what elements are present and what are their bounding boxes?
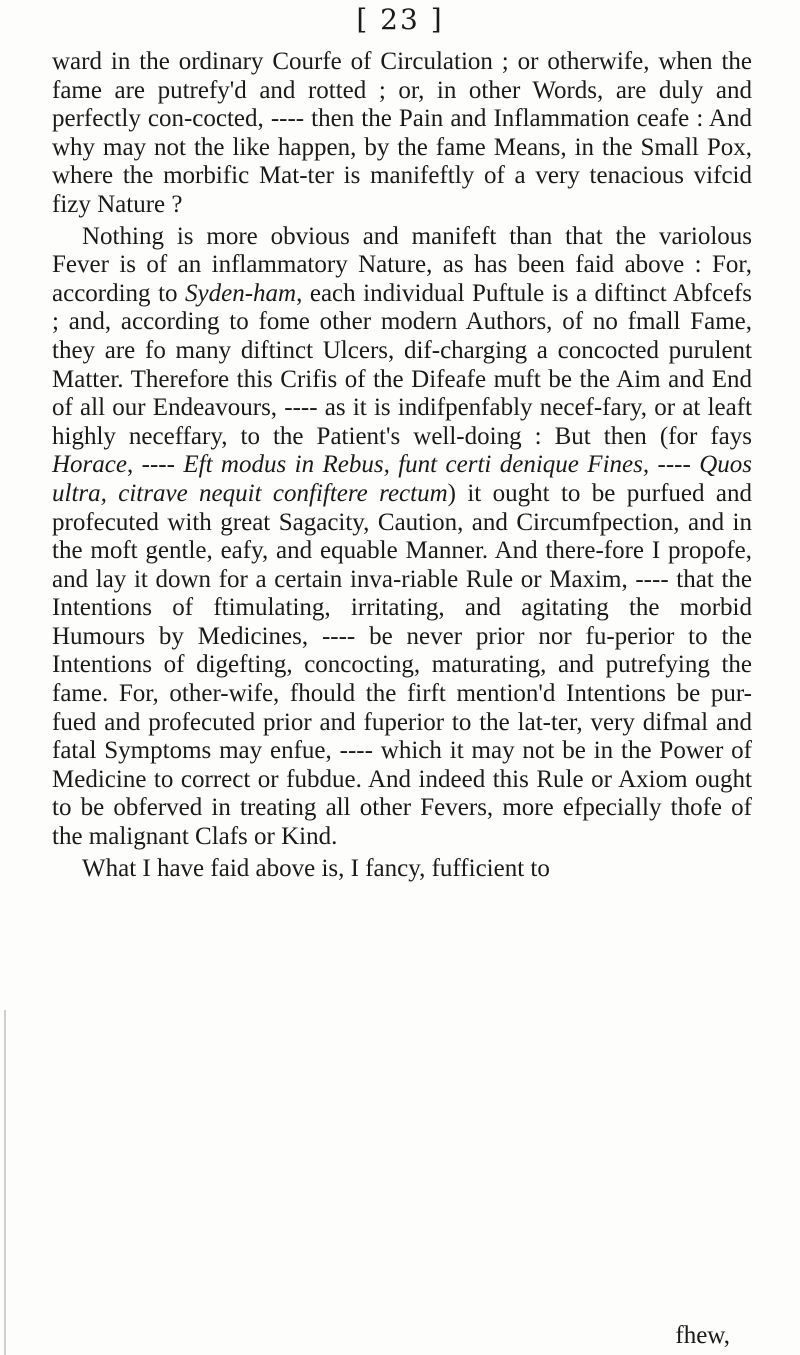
page-body	[52, 48, 752, 883]
paragraph-2-italic-author: Syden-ham	[185, 279, 297, 307]
paragraph-2-segment: ) it ought to be purfued and profecuted with great Sagacity, Caution, and Circumfpection, and in the moft gentle, eafy, and equable Manner. And there-fore I propofe, and lay it down for a certain inva-riable Rule or Maxim, ---- that the Intentions of ftimulating, irritating, and agitating the morbid Humours by Medicines, ---- be never prior nor fu-perior to the Intentions of digefting, concocting, maturating, and putrefying the fame. For, other-wife, fhould the firft mention'd Intentions be pur-fued and profecuted prior and fuperior to the lat-ter, very difmal and fatal Symptoms may enfue, ---- which it may not be in the Power of Medicine to correct or fubdue. And indeed this Rule or Axiom ought to be obferved in treating all other Fevers, more efpecially thofe of the malignant Clafs or Kind.	[52, 479, 752, 851]
paragraph-2-italic-author: Horace	[52, 451, 127, 479]
page-number: [ 23 ]	[356, 3, 444, 36]
paragraph-2	[52, 223, 752, 852]
paragraph-1: ward in the ordinary Courfe of Circulation ; or otherwife, when the fame are putrefy'd and rotted ; or, in other Words, are duly and perfectly con-cocted, ---- then the Pain and Inflammation ceafe : And why may not the like happen, by the fame Means, in the Small Pox, where the morbific Mat-ter is manifeftly of a very tenacious vifcid fizy Nature ?	[52, 48, 752, 218]
paragraph-2-segment: , each individual Puftule is a diftinct Abfcefs ; and, according to fome other modern Authors, of no fmall Fame, they are fo many diftinct Ulcers, dif-charging a concocted purulent Matter. Therefore this Crifis of the Difeafe muft be the Aim and End of all our Endeavours, ---- as it is indifpenfably necef-fary, or at leaft highly neceffary, to the Patient's well-doing : But then (for fays	[52, 279, 753, 450]
page-edge-rule	[4, 1010, 6, 1355]
catchword-line: fhew,	[675, 1322, 730, 1349]
paragraph-3: What I have faid above is, I fancy, fufficient to	[82, 854, 550, 882]
paragraph-2-segment: Nothing is more obvious and manifeft than that the variolous Fever is of an inflammatory Nature, as has been faid above : For, according to	[52, 222, 752, 307]
paragraph-2-segment: , ----	[126, 451, 184, 479]
paragraph-2-latin-quote: Eft modus in Rebus, funt certi denique Fines, ---- Quos ultra, citrave nequit confiftere rectum	[52, 451, 752, 507]
